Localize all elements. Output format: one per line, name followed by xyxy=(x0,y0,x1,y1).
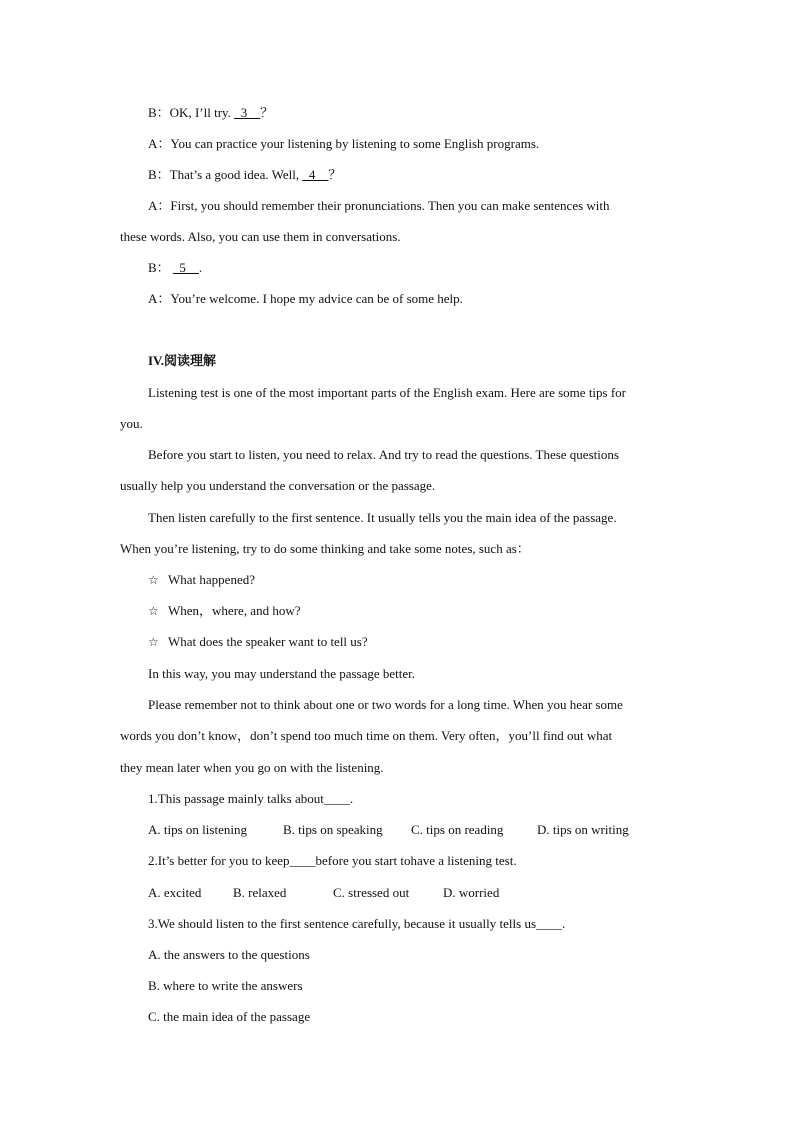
option-a[interactable]: A. the answers to the questions xyxy=(148,947,310,962)
dialogue-line-b5 xyxy=(148,260,202,276)
answer-blank-4[interactable]: _4__ xyxy=(302,167,329,182)
star-icon: ☆ xyxy=(148,604,159,618)
dialogue-line-b4 xyxy=(148,167,341,184)
answer-blank-3[interactable]: _3__ xyxy=(234,105,261,120)
dialogue-text: You can practice your listening by listening to some English programs. xyxy=(170,136,540,151)
speaker-label: A： xyxy=(148,291,171,306)
option-d[interactable]: D. worried xyxy=(443,885,500,900)
period: . xyxy=(198,260,203,275)
option-c[interactable]: C. tips on reading xyxy=(411,822,504,837)
bullet-item xyxy=(148,634,368,650)
option-d[interactable]: D. tips on writing xyxy=(537,822,629,837)
dialogue-line-a-listen xyxy=(148,136,539,152)
bullet-item xyxy=(148,603,300,619)
passage-line: Then listen carefully to the first sentence. It usually tells you the main idea of the passage. xyxy=(148,510,617,525)
bullet-text: When，where, and how? xyxy=(168,603,301,618)
dialogue-line-a-welcome xyxy=(148,291,463,307)
section-heading: IV.阅读理解 xyxy=(148,353,217,368)
speaker-label: A： xyxy=(148,136,171,151)
option-c[interactable]: C. the main idea of the passage xyxy=(148,1009,311,1024)
dialogue-text: OK, I’ll try. xyxy=(169,105,235,120)
speaker-label: B： xyxy=(148,167,170,182)
speaker-label: B： xyxy=(148,260,170,275)
passage-line: When you’re listening, try to do some thinking and take some notes, such as： xyxy=(120,541,530,556)
question-mark: ？ xyxy=(328,168,342,183)
star-icon: ☆ xyxy=(148,573,159,587)
option-a[interactable]: A. tips on listening xyxy=(148,822,247,837)
speaker-label: A： xyxy=(148,198,171,213)
option-c[interactable]: C. stressed out xyxy=(333,885,410,900)
dialogue-text: First, you should remember their pronunciations. Then you can make sentences with xyxy=(170,198,610,213)
passage-line: Before you start to listen, you need to relax. And try to read the questions. These questions xyxy=(148,447,619,462)
dialogue-line-a-words xyxy=(148,198,610,214)
dialogue-text: That’s a good idea. Well, xyxy=(169,167,303,182)
dialogue-text: You’re welcome. I hope my advice can be of some help. xyxy=(170,291,463,306)
passage-line: Please remember not to think about one or two words for a long time. When you hear some xyxy=(148,697,623,712)
question-stem-1: 1.This passage mainly talks about____. xyxy=(148,791,354,806)
passage-line: usually help you understand the conversation or the passage. xyxy=(120,478,436,493)
question-stem-3: 3.We should listen to the first sentence carefully, because it usually tells us____. xyxy=(148,916,566,931)
option-b[interactable]: B. relaxed xyxy=(233,885,287,900)
dialogue-line-b3 xyxy=(148,105,273,122)
option-a[interactable]: A. excited xyxy=(148,885,202,900)
bullet-text: What happened? xyxy=(168,572,255,587)
answer-blank-5[interactable]: _5__ xyxy=(172,260,199,275)
passage-line: they mean later when you go on with the listening. xyxy=(120,760,384,775)
question-stem-2: 2.It’s better for you to keep____before you start tohave a listening test. xyxy=(148,853,517,868)
dialogue-line-a-words-cont: these words. Also, you can use them in conversations. xyxy=(120,229,401,244)
bullet-text: What does the speaker want to tell us? xyxy=(168,634,368,649)
speaker-label: B： xyxy=(148,105,170,120)
passage-line: In this way, you may understand the passage better. xyxy=(148,666,416,681)
question-mark: ？ xyxy=(260,106,274,121)
star-icon: ☆ xyxy=(148,635,159,649)
option-b[interactable]: B. where to write the answers xyxy=(148,978,303,993)
passage-line: words you don’t know，don’t spend too much time on them. Very often，you’ll find out what xyxy=(120,728,613,743)
option-b[interactable]: B. tips on speaking xyxy=(283,822,383,837)
passage-line: you. xyxy=(120,416,143,431)
bullet-item xyxy=(148,572,255,588)
passage-line: Listening test is one of the most important parts of the English exam. Here are some tips for xyxy=(148,385,627,400)
